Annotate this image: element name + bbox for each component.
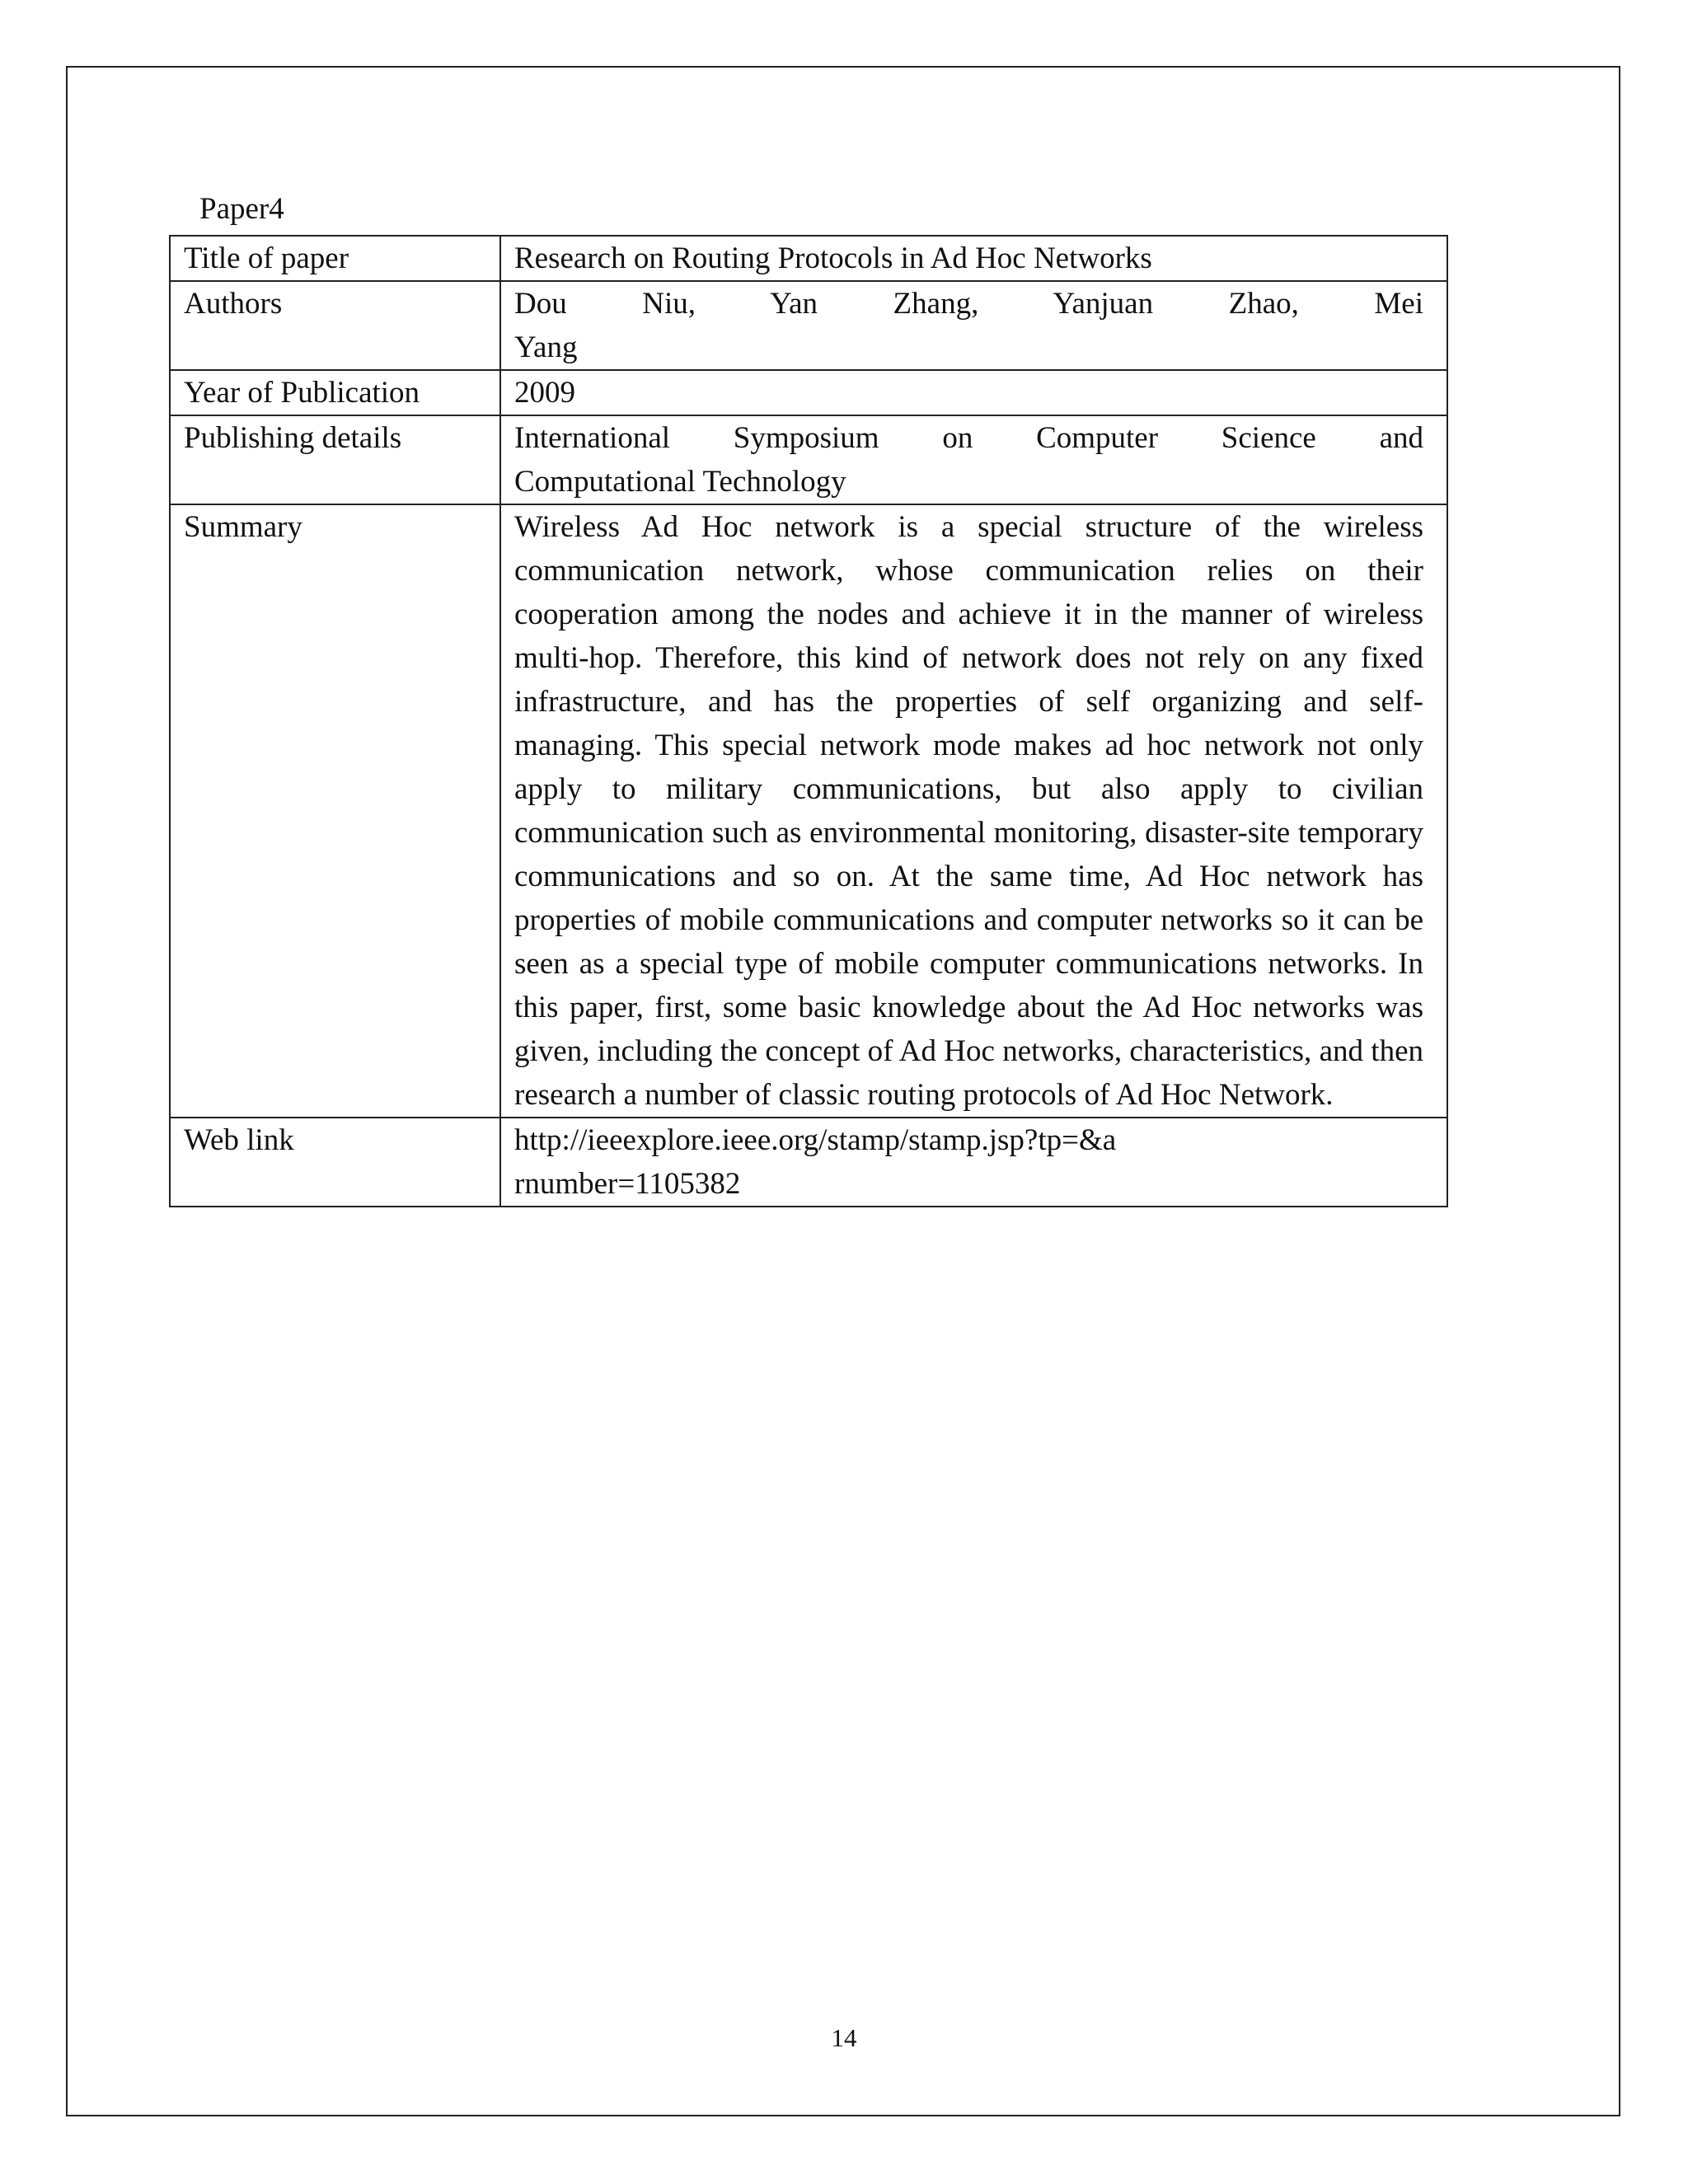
title-label: Title of paper [170,236,500,281]
paper-label: Paper4 [199,192,284,226]
page-number: 14 [831,2023,857,2052]
weblink-line-2: rnumber=1105382 [514,1167,741,1201]
title-value: Research on Routing Protocols in Ad Hoc Networks [500,236,1447,281]
authors-label: Authors [170,281,500,370]
year-label: Year of Publication [170,370,500,415]
authors-line-1: Dou Niu, Yan Zhang, Yanjuan Zhao, Mei [514,287,1423,321]
publishing-line-2: Computational Technology [514,465,846,499]
table-row-year [170,370,1447,415]
table-row-publishing [170,415,1447,504]
summary-label: Summary [170,504,500,1118]
authors-line-2: Yang [514,330,578,364]
publishing-label: Publishing details [170,415,500,504]
table-row-weblink [170,1118,1447,1207]
summary-value: Wireless Ad Hoc network is a special structure of the wireless communication network, whose communication relies on their cooperation among the nodes and achieve it in the manner of wireless multi-hop. Therefore, this kind of network does not rely on any fixed infrastructure, and has the properties of self organizing and self-managing. This special network mode makes ad hoc network not only apply to military communications, but also apply to civilian communication such as environmental monitoring, disaster-site temporary communications and so on. At the same time, Ad Hoc network has properties of mobile communications and computer networks so it can be seen as a special type of mobile computer communications networks. In this paper, first, some basic knowledge about the Ad Hoc networks was given, including the concept of Ad Hoc networks, characteristics, and then research a number of classic routing protocols of Ad Hoc Network. [500,504,1447,1118]
authors-value [500,281,1447,370]
weblink-label: Web link [170,1118,500,1207]
year-value: 2009 [500,370,1447,415]
table-row-authors [170,281,1447,370]
table-row-title [170,236,1447,281]
table-row-summary [170,504,1447,1118]
publishing-line-1: International Symposium on Computer Science and [514,421,1423,455]
paper-info-table [169,235,1448,1207]
weblink-value [500,1118,1447,1207]
weblink-line-1: http://ieeexplore.ieee.org/stamp/stamp.jsp?tp=&a [514,1123,1117,1157]
publishing-value [500,415,1447,504]
